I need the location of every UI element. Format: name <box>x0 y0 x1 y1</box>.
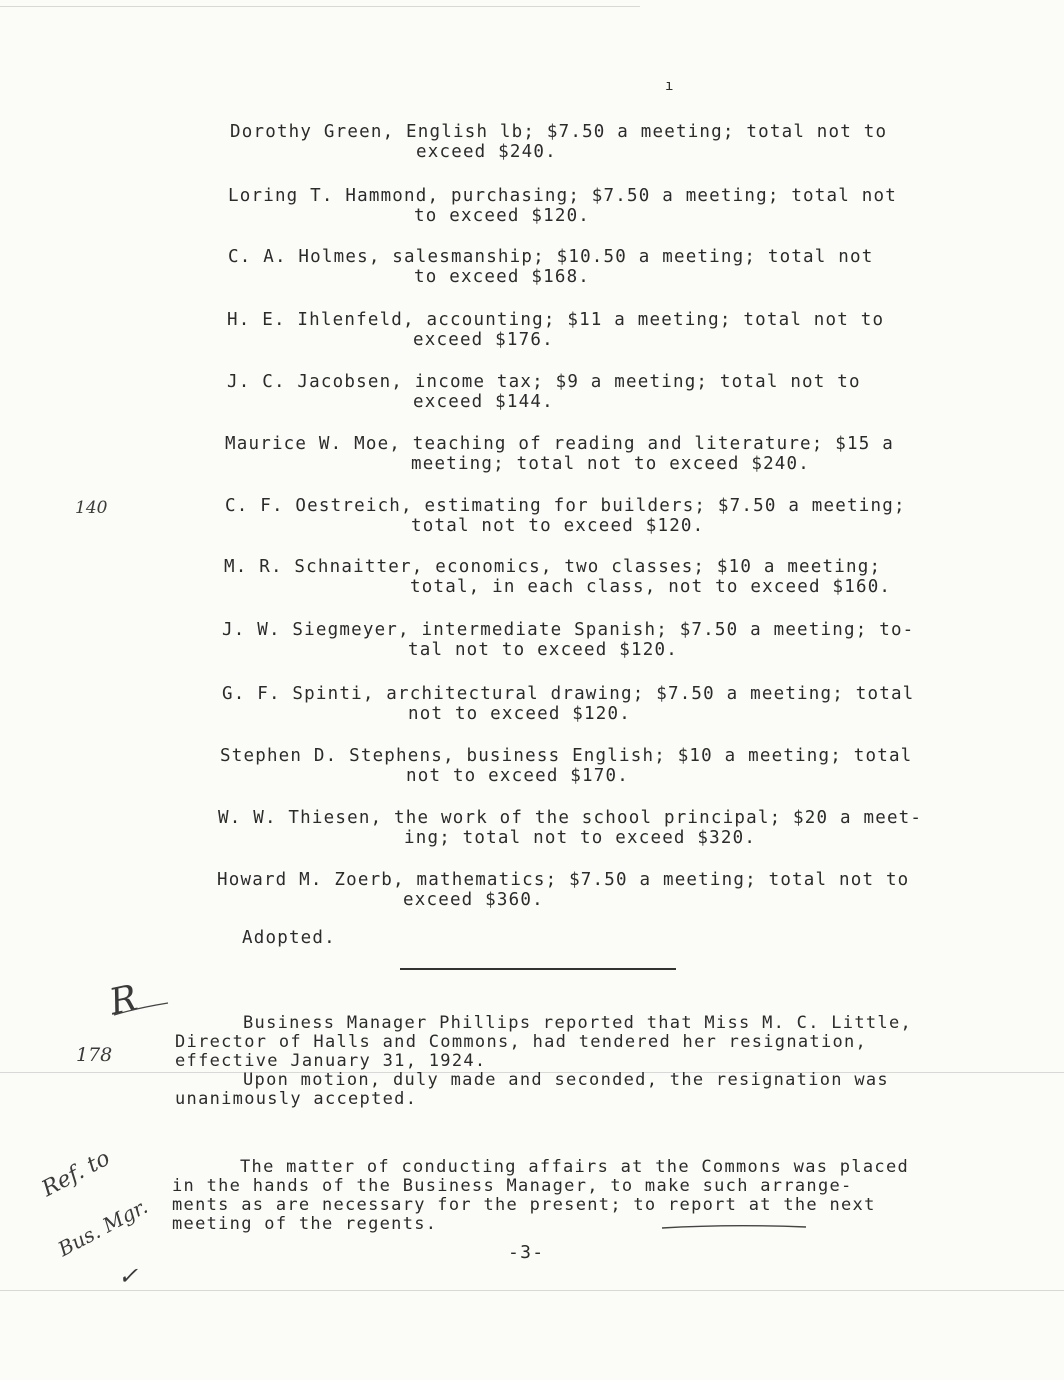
entry-he-ihlenfeld: H. E. Ihlenfeld, accounting; $11 a meeting; total not to exceed $176. <box>227 310 885 350</box>
entry-cf-oestreich: C. F. Oestreich, estimating for builders; $7.50 a meeting; total not to exceed $120. <box>225 496 906 536</box>
margin-note-140: 140 <box>75 498 108 518</box>
margin-note-ref-line1: Ref. to <box>38 1145 115 1203</box>
paragraph-line: unanimously accepted. <box>175 1089 418 1109</box>
handwritten-underline <box>660 1222 810 1232</box>
margin-mark-stroke <box>112 1000 172 1020</box>
top-mark: ı <box>665 78 674 94</box>
scan-artifact-line <box>0 6 640 7</box>
entry-ca-holmes: C. A. Holmes, salesmanship; $10.50 a meeting; total not to exceed $168. <box>228 247 874 287</box>
paragraph-line: Director of Halls and Commons, had tendered her resignation, <box>175 1032 868 1052</box>
check-mark-icon: ✓ <box>118 1262 139 1290</box>
paragraph-line: Upon motion, duly made and seconded, the resignation was <box>243 1070 889 1090</box>
entry-mr-schnaitter: M. R. Schnaitter, economics, two classes; $10 a meeting; total, in each class, not to exceed $160. <box>224 557 892 597</box>
section-divider <box>400 968 676 970</box>
margin-note-r: R <box>106 977 142 1024</box>
entry-stephen-stephens: Stephen D. Stephens, business English; $10 a meeting; total not to exceed $170. <box>220 746 913 786</box>
adopted-text: Adopted. <box>242 928 336 948</box>
entry-jw-siegmeyer: J. W. Siegmeyer, intermediate Spanish; $7.50 a meeting; to- tal not to exceed $120. <box>222 620 915 660</box>
page-number: -3- <box>508 1242 545 1263</box>
paragraph-line: in the hands of the Business Manager, to make such arrange- <box>172 1176 853 1196</box>
margin-note-ref-line2: Bus. Mgr. <box>54 1194 152 1262</box>
entry-ww-thiesen: W. W. Thiesen, the work of the school principal; $20 a meet- ing; total not to exceed $320. <box>218 808 923 848</box>
scan-artifact-line <box>0 1290 1064 1291</box>
resignation-paragraph <box>175 1014 912 1109</box>
paragraph-line: effective January 31, 1924. <box>175 1051 487 1071</box>
entry-jc-jacobsen: J. C. Jacobsen, income tax; $9 a meeting; total not to exceed $144. <box>227 372 861 412</box>
margin-note-178: 178 <box>76 1044 113 1066</box>
paragraph-line: Business Manager Phillips reported that Miss M. C. Little, <box>243 1013 913 1033</box>
paragraph-line: ments as are necessary for the present; to report at the next <box>172 1195 876 1215</box>
entry-gf-spinti: G. F. Spinti, architectural drawing; $7.50 a meeting; total not to exceed $120. <box>222 684 915 724</box>
paragraph-line: The matter of conducting affairs at the Commons was placed <box>240 1157 910 1177</box>
entry-dorothy-green: Dorothy Green, English lb; $7.50 a meeting; total not to exceed $240. <box>230 122 888 162</box>
entry-maurice-moe: Maurice W. Moe, teaching of reading and literature; $15 a meeting; total not to exceed $240. <box>225 434 894 474</box>
entry-loring-hammond: Loring T. Hammond, purchasing; $7.50 a meeting; total not to exceed $120. <box>228 186 897 226</box>
paragraph-line: meeting of the regents. <box>172 1214 438 1234</box>
entry-howard-zoerb: Howard M. Zoerb, mathematics; $7.50 a meeting; total not to exceed $360. <box>217 870 910 910</box>
